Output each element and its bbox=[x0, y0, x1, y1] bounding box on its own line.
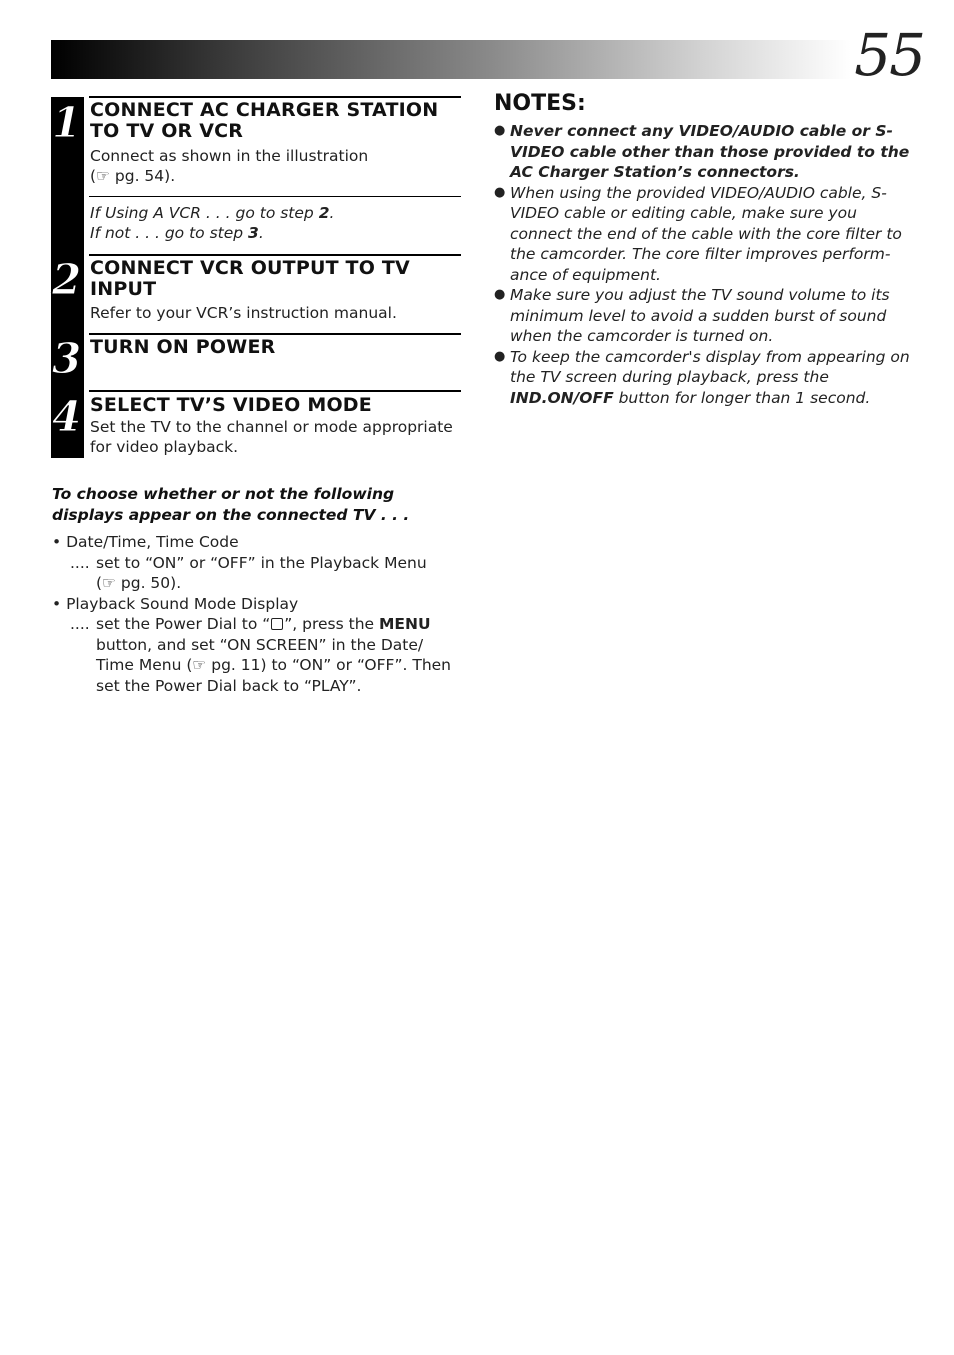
pointing-hand-icon: ☞ bbox=[192, 656, 207, 674]
step-number-1: 1 bbox=[52, 98, 82, 147]
step-number-2: 2 bbox=[52, 255, 82, 304]
header-gradient-bar bbox=[51, 40, 851, 79]
displays-list bbox=[52, 532, 452, 696]
step-1-title: CONNECT AC CHARGER STATION TO TV OR VCR bbox=[90, 99, 439, 142]
step-3-rule bbox=[89, 333, 461, 335]
display-item-date-time-detail: .... set to “ON” or “OFF” in the Playback Menu (☞ pg. 50). bbox=[70, 553, 427, 592]
step-1-divider bbox=[89, 196, 461, 197]
display-item-sound-mode-detail: .... set the Power Dial to “ ”, press the MENU button, and set “ON SCREEN” in the Date/ Time Menu (☞ pg. 11) to “ON” or “OFF”. Then set the Power Dial back to “PLAY”. bbox=[70, 615, 451, 695]
step-number-4: 4 bbox=[52, 392, 82, 441]
step-number-3: 3 bbox=[52, 334, 82, 383]
step-1-rule bbox=[89, 96, 461, 98]
step-4-rule bbox=[89, 390, 461, 392]
step-2-rule bbox=[89, 254, 461, 256]
note-item: ● Make sure you adjust the TV sound volume to its minimum level to avoid a sudden burst of sound when the camcorder is turned on. bbox=[494, 286, 890, 345]
note-item: ● Never connect any VIDEO/AUDIO cable or S-VIDEO cable other than those provided to the AC Charger Station’s connectors. bbox=[494, 122, 910, 181]
bullet-icon: ● bbox=[494, 184, 506, 200]
display-item-date-time: • Date/Time, Time Code bbox=[52, 533, 239, 551]
pointing-hand-icon: ☞ bbox=[102, 574, 116, 592]
note-item: ● To keep the camcorder's display from appearing on the TV screen during playback, press the IND.ON/OFF button for longer than 1 second. bbox=[494, 347, 910, 407]
step-2-body: Refer to your VCR’s instruction manual. bbox=[90, 304, 397, 322]
page-number: 55 bbox=[854, 21, 924, 89]
play-mode-box-icon bbox=[271, 618, 283, 630]
display-item-sound-mode: • Playback Sound Mode Display bbox=[52, 594, 299, 613]
step-2-title: CONNECT VCR OUTPUT TO TV INPUT bbox=[90, 257, 410, 300]
bullet-icon: ● bbox=[494, 287, 506, 302]
pointing-hand-icon: ☞ bbox=[96, 167, 110, 185]
bullet-icon: ● bbox=[494, 348, 506, 364]
step-4-body: Set the TV to the channel or mode appropriate for video playback. bbox=[90, 418, 453, 456]
notes-list bbox=[494, 121, 914, 408]
step-4-title: SELECT TV’S VIDEO MODE bbox=[90, 394, 372, 416]
displays-heading: To choose whether or not the following displays appear on the connected TV . . . bbox=[52, 485, 410, 524]
step-1-branches: If Using A VCR . . . go to step 2. If not . . . go to step 3. bbox=[90, 204, 335, 242]
note-item: ● When using the provided VIDEO/AUDIO cable, S-VIDEO cable or editing cable, make sure you connect the end of the cable with the core filter to the camcorder. The core filter improves perform-ance of equipment. bbox=[494, 183, 902, 284]
step-1-body: Connect as shown in the illustration (☞ pg. 54). bbox=[90, 147, 369, 185]
bullet-icon: ● bbox=[494, 123, 506, 138]
step-3-title: TURN ON POWER bbox=[90, 336, 276, 358]
notes-title: NOTES: bbox=[494, 91, 586, 116]
